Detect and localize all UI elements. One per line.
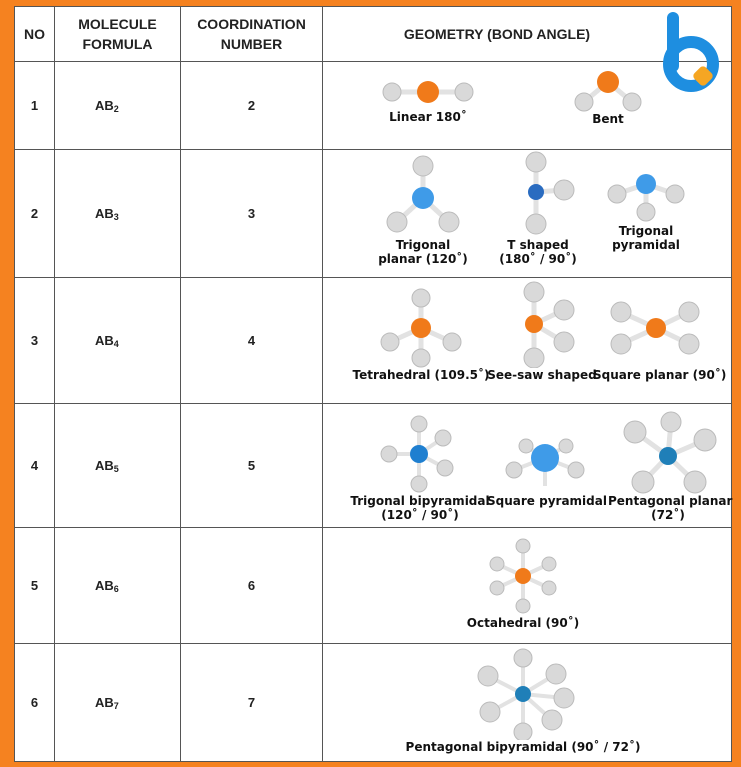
trigonal-planar-molecule-icon [383,154,463,238]
table-row [15,644,732,762]
see-saw-molecule-icon [502,280,582,368]
header-no: NO [15,7,55,62]
shape-label: Trigonal bipyramidal [350,494,490,508]
shape-label: Octahedral (90˚) [466,616,580,630]
geometry-table-sheet [14,6,732,761]
square-planar-molecule-icon [601,292,711,368]
trigonal-pyramidal-molecule-icon [601,164,691,224]
coordination-number: 2 [181,62,323,150]
shape-label: Square pyramidal [487,494,607,508]
shape-label: Square planar (90˚) [593,368,727,382]
header-molecule-formula: MOLECULE FORMULA [55,7,181,62]
square-pyramidal-shape [487,434,607,508]
shape-label: (72˚) [651,508,685,522]
see-saw-shape [487,280,597,382]
molecule-formula: $AB_5$ [55,404,181,528]
octahedral-shape [463,536,583,630]
molecule-formula: $AB_2$ [55,62,181,150]
coordination-number: 3 [181,150,323,278]
row-number: 2 [15,150,55,278]
geometry-cell [323,528,732,644]
molecule-formula: $AB_6$ [55,528,181,644]
pentagonal-bipyramidal-molecule-icon [468,648,578,740]
geometry-cell [323,644,732,762]
octahedral-molecule-icon [483,536,563,616]
geometry-cell [323,150,732,278]
molecule-formula: $AB_4$ [55,278,181,404]
table-row [15,62,732,150]
table-row [15,150,732,278]
molecule-formula: $AB_3$ [55,150,181,278]
shape-label: Tetrahedral (109.5˚) [352,368,490,382]
trigonal-planar-shape [373,154,473,266]
trigonal-bipyramidal-molecule-icon [375,414,465,494]
pentagonal-planar-shape [608,410,733,522]
shape-label: Trigonal [618,224,674,238]
shape-label: See-saw shaped [487,368,597,382]
row-number: 6 [15,644,55,762]
bent-molecule-icon [568,68,648,112]
t-shaped-molecule-icon [498,150,578,238]
molecule-formula: $AB_7$ [55,644,181,762]
molecular-geometry-table [14,6,732,762]
square-planar-shape [593,292,727,382]
tetrahedral-shape [351,284,491,382]
coordination-number: 5 [181,404,323,528]
coordination-number: 6 [181,528,323,644]
trigonal-pyramidal-shape [601,164,691,252]
square-pyramidal-molecule-icon [500,434,590,494]
bent-shape [563,68,653,126]
geometry-cell [323,404,732,528]
tetrahedral-molecule-icon [376,284,466,368]
table-row [15,404,732,528]
t-shaped-shape [493,150,583,266]
shape-label: (180˚ / 90˚) [499,252,577,266]
shape-label: Pentagonal planar [608,494,733,508]
trigonal-bipyramidal-shape [345,414,495,522]
shape-label: (120˚ / 90˚) [381,508,459,522]
shape-label: Bent [592,112,624,126]
row-number: 5 [15,528,55,644]
linear-shape [373,74,483,124]
shape-label: pyramidal [612,238,680,252]
shape-label: Linear 180˚ [389,110,467,124]
row-number: 3 [15,278,55,404]
shape-label: Trigonal [395,238,451,252]
geometry-cell [323,278,732,404]
pentagonal-planar-molecule-icon [613,410,723,494]
shape-label: T shaped [507,238,569,252]
coordination-number: 7 [181,644,323,762]
coordination-number: 4 [181,278,323,404]
header-geometry: GEOMETRY (BOND ANGLE) [323,7,732,62]
linear-molecule-icon [378,74,478,110]
pentagonal-bipyramidal-shape [393,648,653,754]
shape-label: planar (120˚) [378,252,468,266]
row-number: 4 [15,404,55,528]
row-number: 1 [15,62,55,150]
table-row [15,528,732,644]
header-coordination-number: COORDINATION NUMBER [181,7,323,62]
table-row [15,278,732,404]
brand-logo-icon [659,6,729,106]
shape-label: Pentagonal bipyramidal (90˚ / 72˚) [405,740,641,754]
